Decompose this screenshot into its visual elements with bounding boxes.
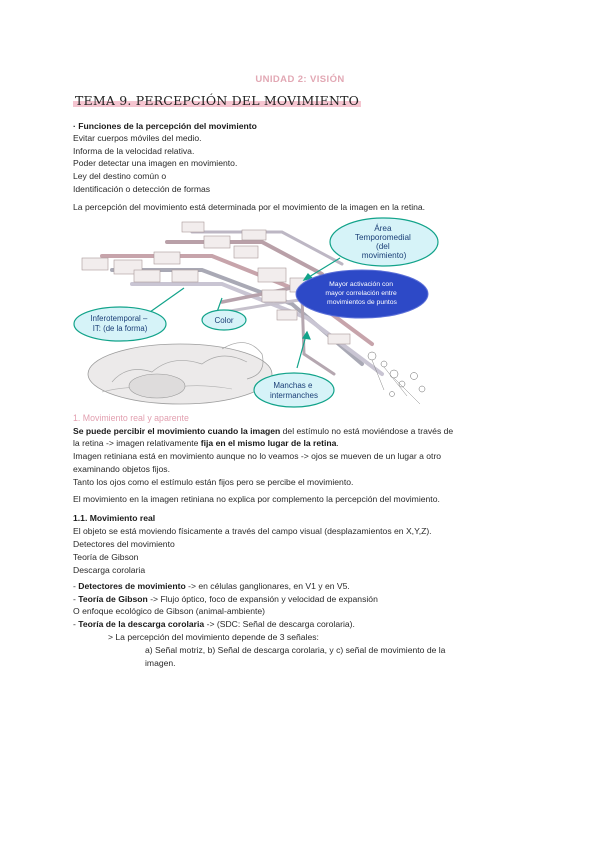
paragraph-line: Imagen retiniana está en movimiento aunque no lo veamos -> ojos se mueven de un lugar a otro <box>73 451 442 461</box>
text-run: -> (SDC: Señal de descarga corolaria). <box>204 619 355 629</box>
intro-paragraph: La percepción del movimiento está determinada por el movimiento de la imagen en la retina. <box>73 202 426 212</box>
svg-text:Manchas e intermanches: Manchas e intermanches <box>269 381 319 400</box>
function-item: Identificación o detección de formas <box>73 184 211 194</box>
sub-bullet: imagen. <box>145 658 176 668</box>
function-item: Poder detectar una imagen en movimiento. <box>73 158 238 168</box>
function-item: Evitar cuerpos móviles del medio. <box>73 133 202 143</box>
text-run: -> Flujo óptico, foco de expansión y velocidad de expansión <box>147 594 378 604</box>
emphasis: Teoría de la descarga corolaria <box>78 619 205 629</box>
paragraph-line: Tanto los ojos como el estímulo están fijos pero se percibe el movimiento. <box>73 477 354 487</box>
svg-text:Mayor activación con may: Mayor activación con mayor correlación entre movimientos de puntos <box>325 281 397 306</box>
sub-bullet: a) Señal motriz, b) Señal de descarga corolaria, y c) señal de movimiento de la <box>145 645 446 655</box>
paragraph-line <box>73 437 339 449</box>
unit-title: UNIDAD 2: VISIÓN <box>255 74 345 85</box>
retina-ganglion-cells <box>368 352 425 404</box>
emphasis: fija en el mismo lugar de la retina <box>200 438 337 448</box>
emphasis: Detectores de movimiento <box>78 581 186 591</box>
paragraph-line: El movimiento en la imagen retiniana no explica por complemento la percepción del movimiento. <box>73 494 440 504</box>
text-run: del estímulo no está moviéndose a través de <box>280 426 454 436</box>
corollary-line: - Teoría de la descarga corolaria -> (SDC: Señal de descarga corolaria). <box>73 619 355 629</box>
text-run: la retina -> imagen relativamente <box>73 438 201 448</box>
color-callout <box>202 310 246 330</box>
subsection-heading: 1.1. Movimiento real <box>73 513 156 523</box>
svg-text:Color: Color <box>214 316 234 325</box>
functions-heading: · Funciones de la percepción del movimiento <box>73 121 257 131</box>
paragraph-line <box>73 425 453 437</box>
sub-bullet: > La percepción del movimiento depende de 3 señales: <box>108 632 319 642</box>
gibson-line: - Teoría de Gibson -> Flujo óptico, foco de expansión y velocidad de expansión <box>73 594 378 604</box>
list-item: Detectores del movimiento <box>73 539 175 549</box>
svg-text:Inferotemporal – IT: (de: Inferotemporal – IT: (de la forma) <box>90 314 148 333</box>
emphasis: Se puede percibir el movimiento cuando la imagen <box>73 426 281 436</box>
monkey-brain-illustration <box>88 343 272 404</box>
paragraph-line: examinando objetos fijos. <box>73 464 170 474</box>
emphasis: Teoría de Gibson <box>78 594 148 604</box>
section-heading: 1. Movimiento real y aparente <box>73 413 189 423</box>
blobs-callout <box>254 373 334 407</box>
temporomedial-callout <box>330 218 438 266</box>
text-run: -> en células ganglionares, en V1 y en V5. <box>185 581 350 591</box>
paragraph-line: El objeto se está moviendo físicamente a través del campo visual (desplazamientos en X,Y,Z). <box>73 526 432 536</box>
visual-pathways-diagram <box>72 214 448 408</box>
inferotemporal-callout <box>74 307 166 341</box>
list-item: Descarga corolaria <box>73 565 146 575</box>
activation-callout <box>296 270 428 318</box>
text-run: . <box>336 438 339 448</box>
paragraph-line: O enfoque ecológico de Gibson (animal-ambiente) <box>73 606 266 616</box>
detectors-line: - Detectores de movimiento -> en células ganglionares, en V1 y en V5. <box>73 581 350 591</box>
topic-title: TEMA 9. PERCEPCIÓN DEL MOVIMIENTO <box>75 93 360 108</box>
svg-text:Área Temporomedial: Área Temporomedial (del movimiento) <box>354 224 411 260</box>
function-item: Informa de la velocidad relativa. <box>73 146 195 156</box>
list-item: Teoría de Gibson <box>73 552 139 562</box>
function-item: Ley del destino común o <box>73 171 167 181</box>
